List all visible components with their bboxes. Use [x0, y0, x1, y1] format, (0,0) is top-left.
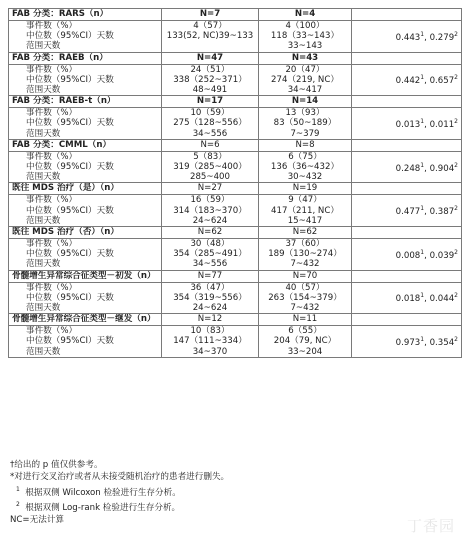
group-header-pvalue-cell	[352, 52, 462, 64]
arm2-values-cell	[259, 151, 352, 183]
arm2-values-cell	[259, 64, 352, 96]
group-n-arm2: N=70	[259, 270, 352, 282]
arm1-value: 314（183~370）	[173, 205, 247, 216]
p-values-cell: 0.477$^1$, 0.387$^2$	[352, 195, 462, 227]
arm2-value: 274（219, NC）	[271, 74, 339, 85]
p-value-marker: 2	[454, 117, 458, 125]
arm1-value: 16（59）	[190, 195, 230, 206]
arm1-values-cell	[162, 326, 259, 358]
row-label: 事件数（%）	[26, 326, 78, 337]
arm2-value: 37（60）	[285, 239, 325, 250]
footnote-logrank	[10, 499, 460, 514]
footnote-marker: 2	[16, 501, 20, 509]
group-label: 既往 MDS 治疗（是）（n）	[9, 183, 162, 195]
group-label: FAB 分类：RAEB-t（n）	[9, 96, 162, 108]
group-header-row	[9, 314, 462, 326]
p-value-wilcoxon: 0.477	[395, 207, 421, 218]
p-value-marker: 2	[454, 74, 458, 82]
group-label: 骨髓增生异常综合征类型－继发（n）	[9, 314, 162, 326]
row-label: 事件数（%）	[26, 282, 78, 293]
group-header-row	[9, 96, 462, 108]
p-value-wilcoxon: 0.248	[395, 163, 421, 174]
group-data-row	[9, 64, 462, 96]
p-value-marker: 1	[420, 30, 425, 38]
footnote-text: 根据双侧 Log-rank 检验进行生存分析。	[25, 502, 181, 513]
arm1-values-cell	[162, 282, 259, 314]
arm1-values-cell	[162, 64, 259, 96]
p-value-logrank: 0.904	[429, 163, 455, 174]
row-label: 事件数（%）	[26, 64, 78, 75]
arm2-value: 34~417	[287, 85, 323, 96]
row-label: 范围天数	[26, 41, 61, 52]
group-label: 骨髓增生异常综合征类型－初发（n）	[9, 270, 162, 282]
row-label: 中位数（95%CI）天数	[26, 118, 114, 129]
arm1-values-cell	[162, 195, 259, 227]
arm1-value: 24（51）	[190, 64, 230, 75]
group-data-row	[9, 21, 462, 53]
row-label: 事件数（%）	[26, 239, 78, 250]
row-label: 范围天数	[26, 346, 61, 357]
arm2-value: 118（33~143）	[270, 31, 340, 42]
watermark-logo: 丁香园	[406, 517, 455, 535]
row-label: 中位数（95%CI）天数	[26, 74, 114, 85]
row-labels-cell	[9, 151, 162, 183]
group-n-arm1: N=6	[162, 139, 259, 151]
group-n-arm2: N=4	[259, 9, 352, 21]
arm1-values-cell	[162, 151, 259, 183]
arm1-value: 5（83）	[193, 151, 227, 162]
arm1-values-cell	[162, 21, 259, 53]
group-label: FAB 分类：RARS（n）	[9, 9, 162, 21]
row-label: 中位数（95%CI）天数	[26, 162, 114, 173]
p-value-marker: 2	[454, 248, 458, 256]
arm2-value: 6（55）	[288, 326, 322, 337]
arm2-value: 6（75）	[288, 151, 322, 162]
arm1-value: 34~556	[192, 259, 228, 270]
p-value-marker: 2	[454, 336, 458, 344]
arm2-value: 20（47）	[285, 64, 325, 75]
row-label: 中位数（95%CI）天数	[26, 249, 114, 260]
group-n-arm2: N=43	[259, 52, 352, 64]
p-value-logrank: 0.354	[429, 337, 455, 348]
arm1-value: 10（83）	[190, 326, 230, 337]
p-value-logrank: 0.387	[429, 207, 455, 218]
group-header-row	[9, 183, 462, 195]
p-value-wilcoxon: 0.442	[395, 76, 421, 87]
arm1-value: 354（319~556）	[173, 292, 247, 303]
group-data-row	[9, 282, 462, 314]
group-label: FAB 分类：RAEB（n）	[9, 52, 162, 64]
arm1-value: 319（285~400）	[173, 162, 247, 173]
arm2-value: 33~204	[287, 346, 323, 357]
p-values-cell: 0.973$^1$, 0.354$^2$	[352, 326, 462, 358]
p-value-wilcoxon: 0.443	[395, 32, 421, 43]
group-n-arm2: N=8	[259, 139, 352, 151]
group-n-arm2: N=62	[259, 227, 352, 239]
p-value-wilcoxon: 0.008	[395, 250, 421, 261]
group-header-row	[9, 52, 462, 64]
arm2-value: 13（93）	[285, 108, 325, 119]
arm1-value: 133(52, NC)39~133	[166, 31, 254, 42]
arm1-value: 4（57）	[193, 21, 227, 31]
arm2-value: 204（79, NC）	[273, 336, 337, 347]
arm1-values-cell	[162, 108, 259, 140]
arm2-value: 7~432	[290, 259, 320, 270]
group-n-arm1: N=7	[162, 9, 259, 21]
arm1-value: 354（285~491）	[173, 249, 247, 260]
p-value-marker: 2	[454, 205, 458, 213]
p-value-wilcoxon: 0.973	[395, 337, 421, 348]
row-label: 范围天数	[26, 259, 61, 270]
row-label: 中位数（95%CI）天数	[26, 292, 114, 303]
row-label: 事件数（%）	[26, 21, 78, 31]
arm1-value: 10（59）	[190, 108, 230, 119]
group-data-row	[9, 108, 462, 140]
footnotes	[10, 459, 460, 527]
row-label: 中位数（95%CI）天数	[26, 205, 114, 216]
footnote-censoring: *对进行交叉治疗或者从未接受随机治疗的患者进行删失。	[10, 472, 230, 483]
arm1-value: 275（128~556）	[173, 118, 247, 129]
row-labels-cell	[9, 195, 162, 227]
row-label: 中位数（95%CI）天数	[26, 336, 114, 347]
arm2-value: 15~417	[287, 215, 323, 226]
group-n-arm1: N=12	[162, 314, 259, 326]
arm2-values-cell	[259, 326, 352, 358]
row-labels-cell	[9, 108, 162, 140]
group-data-row	[9, 326, 462, 358]
group-header-row	[9, 139, 462, 151]
arm1-value: 24~624	[192, 303, 228, 314]
group-n-arm1: N=47	[162, 52, 259, 64]
row-labels-cell	[9, 282, 162, 314]
arm2-value: 7~432	[290, 303, 320, 314]
group-data-row	[9, 195, 462, 227]
p-values-cell: 0.018$^1$, 0.044$^2$	[352, 282, 462, 314]
group-header-pvalue-cell	[352, 183, 462, 195]
p-value-marker: 2	[454, 161, 458, 169]
group-label: 既往 MDS 治疗（否）（n）	[9, 227, 162, 239]
p-value-logrank: 0.279	[429, 32, 455, 43]
arm2-values-cell	[259, 282, 352, 314]
arm2-value: 83（50~189）	[273, 118, 337, 129]
group-header-pvalue-cell	[352, 9, 462, 21]
group-header-pvalue-cell	[352, 96, 462, 108]
group-n-arm1: N=27	[162, 183, 259, 195]
arm1-values-cell	[162, 239, 259, 271]
row-label: 事件数（%）	[26, 108, 78, 119]
arm2-value: 136（36~432）	[270, 162, 340, 173]
group-data-row	[9, 239, 462, 271]
group-header-pvalue-cell	[352, 270, 462, 282]
group-n-arm2: N=14	[259, 96, 352, 108]
p-value-marker: 1	[420, 248, 425, 256]
group-n-arm2: N=11	[259, 314, 352, 326]
group-header-row	[9, 9, 462, 21]
p-value-logrank: 0.039	[429, 250, 455, 261]
row-labels-cell	[9, 326, 162, 358]
arm1-value: 34~556	[192, 128, 228, 139]
row-label: 范围天数	[26, 215, 61, 226]
arm2-values-cell	[259, 239, 352, 271]
arm2-values-cell	[259, 195, 352, 227]
p-values-cell: 0.008$^1$, 0.039$^2$	[352, 239, 462, 271]
footnote-p-values: †给出的 p 值仅供参考。	[10, 460, 103, 470]
footnote-wilcoxon	[10, 484, 460, 499]
survival-table	[8, 8, 462, 358]
group-n-arm2: N=19	[259, 183, 352, 195]
arm1-value: 30（48）	[190, 239, 230, 250]
arm1-value: 34~370	[192, 346, 228, 357]
arm2-value: 30~432	[287, 172, 323, 183]
arm1-value: 24~624	[192, 215, 228, 226]
footnote-nc: NC=无法计算	[10, 515, 65, 526]
row-labels-cell	[9, 21, 162, 53]
arm2-value: 417（211, NC）	[271, 205, 339, 216]
survival-table-body	[9, 9, 462, 358]
group-header-row	[9, 227, 462, 239]
arm2-value: 33~143	[287, 41, 323, 52]
group-n-arm1: N=62	[162, 227, 259, 239]
p-value-wilcoxon: 0.018	[395, 294, 421, 305]
row-label: 范围天数	[26, 303, 61, 314]
arm2-value: 40（57）	[285, 282, 325, 293]
row-label: 范围天数	[26, 128, 61, 139]
row-label: 中位数（95%CI）天数	[26, 31, 114, 42]
p-values-cell: 0.013$^1$, 0.011$^2$	[352, 108, 462, 140]
group-label: FAB 分类：CMML（n）	[9, 139, 162, 151]
group-header-pvalue-cell	[352, 314, 462, 326]
p-value-marker: 1	[420, 161, 425, 169]
p-value-marker: 1	[420, 205, 425, 213]
arm2-value: 9（47）	[288, 195, 322, 206]
arm1-value: 36（47）	[190, 282, 230, 293]
group-n-arm1: N=17	[162, 96, 259, 108]
arm2-values-cell	[259, 21, 352, 53]
arm2-value: 263（154~379）	[268, 292, 342, 303]
row-labels-cell	[9, 64, 162, 96]
row-label: 范围天数	[26, 85, 61, 96]
p-values-cell: 0.442$^1$, 0.657$^2$	[352, 64, 462, 96]
arm1-value: 48~491	[192, 85, 228, 96]
arm1-value: 147（111~334）	[173, 336, 247, 347]
group-n-arm1: N=77	[162, 270, 259, 282]
group-header-pvalue-cell	[352, 227, 462, 239]
footnote-text: 根据双侧 Wilcoxon 检验进行生存分析。	[25, 487, 181, 498]
p-values-cell: 0.248$^1$, 0.904$^2$	[352, 151, 462, 183]
p-value-marker: 1	[420, 292, 425, 300]
p-value-marker: 1	[420, 74, 425, 82]
p-value-logrank: 0.011	[429, 119, 455, 130]
row-label: 事件数（%）	[26, 151, 78, 162]
footnote-marker: 1	[16, 485, 20, 493]
group-data-row	[9, 151, 462, 183]
arm2-values-cell	[259, 108, 352, 140]
arm1-value: 285~400	[189, 172, 230, 183]
p-value-wilcoxon: 0.013	[395, 119, 421, 130]
group-header-row	[9, 270, 462, 282]
p-value-marker: 1	[420, 336, 425, 344]
row-label: 事件数（%）	[26, 195, 78, 206]
arm2-value: 4（100）	[285, 21, 325, 31]
arm1-value: 338（252~371）	[173, 74, 247, 85]
p-value-marker: 2	[454, 292, 458, 300]
p-value-marker: 2	[454, 30, 458, 38]
p-value-logrank: 0.044	[429, 294, 455, 305]
p-value-logrank: 0.657	[429, 76, 455, 87]
row-labels-cell	[9, 239, 162, 271]
group-header-pvalue-cell	[352, 139, 462, 151]
row-label: 范围天数	[26, 172, 61, 183]
arm2-value: 189（130~274）	[268, 249, 342, 260]
p-value-marker: 1	[420, 117, 425, 125]
arm2-value: 7~379	[290, 128, 320, 139]
p-values-cell: 0.443$^1$, 0.279$^2$	[352, 21, 462, 53]
